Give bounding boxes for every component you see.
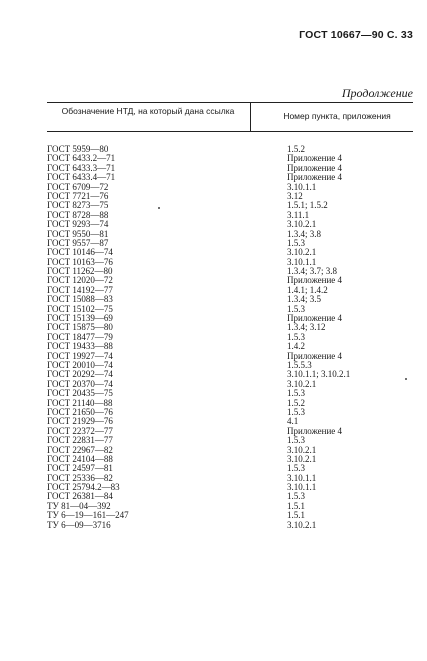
clause-number: 3.10.2.1 [287, 453, 317, 464]
clause-number: 3.10.2.1 [287, 247, 317, 258]
referenced-standard: ГОСТ 24104—88 [47, 453, 113, 464]
referenced-standard: ГОСТ 18477—79 [47, 331, 113, 342]
clause-number: 1.3.4; 3.7; 3.8 [287, 266, 338, 277]
referenced-standard: ГОСТ 14192—77 [47, 284, 113, 295]
referenced-standard: ГОСТ 19433—88 [47, 341, 113, 352]
referenced-standard: ГОСТ 12020—72 [47, 275, 113, 286]
clause-number: 1.3.4; 3.5 [287, 294, 322, 305]
referenced-standard: ГОСТ 9293—74 [47, 219, 109, 230]
referenced-standard: ГОСТ 5959—80 [47, 144, 109, 154]
table-row [47, 521, 417, 530]
clause-number: 1.4.2 [287, 341, 305, 352]
referenced-standard: ГОСТ 20370—74 [47, 378, 113, 389]
reference-table-body [47, 145, 417, 530]
clause-number: 1.3.4; 3.12 [287, 322, 326, 333]
clause-number: 3.10.2.1 [287, 378, 317, 389]
referenced-standard: ГОСТ 6709—72 [47, 181, 109, 192]
referenced-standard: ГОСТ 25794.2—83 [47, 482, 120, 493]
referenced-standard: ГОСТ 22372—77 [47, 425, 113, 436]
referenced-standard: ГОСТ 6433.2—71 [47, 153, 116, 164]
clause-number: Приложение 4 [287, 350, 343, 361]
referenced-standard: ТУ 6—19—161—247 [47, 510, 129, 521]
referenced-standard: ГОСТ 7721—76 [47, 190, 109, 201]
clause-number: 3.10.2.1 [287, 444, 317, 455]
clause-number: 3.12 [287, 190, 303, 201]
clause-number: Приложение 4 [287, 275, 343, 286]
page-header: ГОСТ 10667—90 С. 33 [299, 29, 413, 41]
referenced-standard: ГОСТ 8273—75 [47, 200, 109, 211]
referenced-standard: ГОСТ 20292—74 [47, 369, 113, 380]
referenced-standard: ГОСТ 8728—88 [47, 209, 109, 220]
clause-number: 3.10.2.1 [287, 219, 317, 230]
clause-number: 1.5.3 [287, 463, 305, 474]
referenced-standard: ГОСТ 21140—88 [47, 397, 113, 408]
column-divider [250, 102, 251, 131]
referenced-standard: ГОСТ 10146—74 [47, 247, 113, 258]
clause-number: 3.10.1.1 [287, 472, 317, 483]
referenced-standard: ГОСТ 6433.3—71 [47, 162, 116, 173]
continuation-label: Продолжение [341, 86, 413, 100]
clause-number: 3.10.1.1 [287, 181, 317, 192]
clause-number: 3.10.1.1 [287, 256, 317, 267]
referenced-standard: ГОСТ 26381—84 [47, 491, 113, 502]
column-header-clause: Номер пункта, приложения [283, 111, 391, 121]
clause-number: 1.5.3 [287, 406, 305, 417]
table-header-rule [47, 131, 413, 132]
scan-speck [158, 207, 160, 209]
referenced-standard: ТУ 6—09—3716 [47, 519, 111, 530]
referenced-standard: ГОСТ 15875—80 [47, 322, 113, 333]
referenced-standard: ГОСТ 22831—77 [47, 435, 113, 446]
clause-number: 3.10.1.1 [287, 482, 317, 493]
clause-number: Приложение 4 [287, 172, 343, 183]
clause-number: 3.11.1 [287, 209, 310, 220]
clause-number: 1.5.5.3 [287, 359, 312, 370]
clause-number: 1.5.3 [287, 435, 305, 446]
clause-number: 1.5.3 [287, 331, 305, 342]
column-header-document: Обозначение НТД, на который дана ссылка [61, 106, 235, 116]
clause-number: 1.5.1 [287, 500, 305, 511]
referenced-standard: ГОСТ 20010—74 [47, 359, 113, 370]
referenced-standard: ГОСТ 6433.4—71 [47, 172, 116, 183]
referenced-standard: ГОСТ 9550—81 [47, 228, 109, 239]
referenced-standard: ГОСТ 9557—87 [47, 237, 109, 248]
clause-number: Приложение 4 [287, 425, 343, 436]
clause-number: 4.1 [287, 416, 299, 427]
clause-number: 1.5.3 [287, 388, 305, 399]
clause-number: 1.5.1 [287, 510, 305, 521]
clause-number: 1.5.3 [287, 237, 305, 248]
scan-speck [405, 378, 407, 380]
clause-number: 1.5.2 [287, 144, 305, 154]
referenced-standard: ГОСТ 15102—75 [47, 303, 113, 314]
referenced-standard: ГОСТ 24597—81 [47, 463, 113, 474]
referenced-standard: ГОСТ 21929—76 [47, 416, 113, 427]
clause-number: 1.5.1; 1.5.2 [287, 200, 328, 211]
referenced-standard: ГОСТ 25336—82 [47, 472, 113, 483]
clause-number: 1.5.3 [287, 491, 305, 502]
referenced-standard: ТУ 81—04—392 [47, 500, 111, 511]
clause-number: Приложение 4 [287, 153, 343, 164]
clause-number: 1.5.3 [287, 303, 305, 314]
referenced-standard: ГОСТ 20435—75 [47, 388, 113, 399]
clause-number: 1.4.1; 1.4.2 [287, 284, 328, 295]
referenced-standard: ГОСТ 19927—74 [47, 350, 113, 361]
referenced-standard: ГОСТ 11262—80 [47, 266, 113, 277]
clause-number: 3.10.2.1 [287, 519, 317, 530]
referenced-standard: ГОСТ 15139—69 [47, 313, 113, 324]
clause-number: Приложение 4 [287, 162, 343, 173]
referenced-standard: ГОСТ 10163—76 [47, 256, 113, 267]
table-top-rule [47, 102, 413, 103]
clause-number: Приложение 4 [287, 313, 343, 324]
referenced-standard: ГОСТ 15088—83 [47, 294, 113, 305]
clause-number: 3.10.1.1; 3.10.2.1 [287, 369, 351, 380]
referenced-standard: ГОСТ 21650—76 [47, 406, 113, 417]
clause-number: 1.5.2 [287, 397, 305, 408]
clause-number: 1.3.4; 3.8 [287, 228, 322, 239]
referenced-standard: ГОСТ 22967—82 [47, 444, 113, 455]
